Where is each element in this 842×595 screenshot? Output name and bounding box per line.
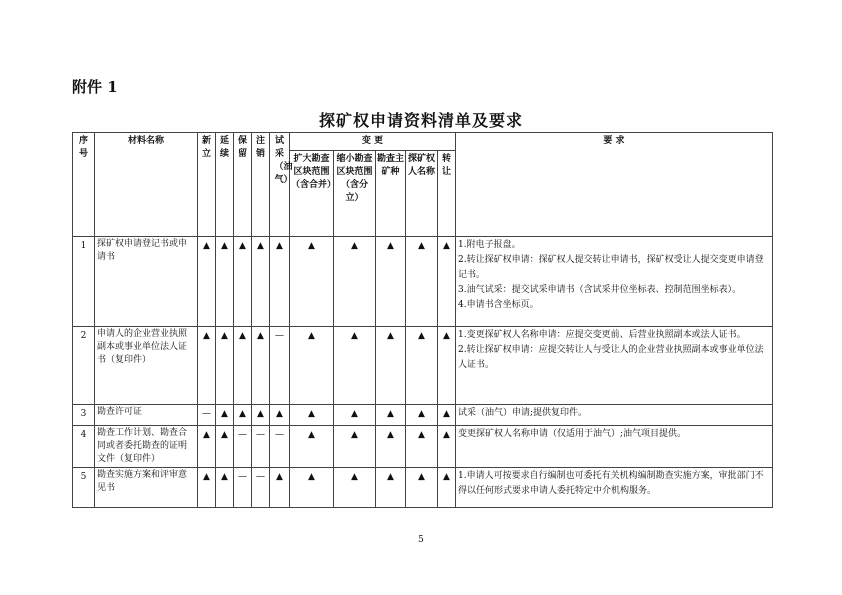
header-requirements: 要 求 bbox=[456, 133, 773, 237]
table-row bbox=[73, 426, 773, 468]
header-row-top bbox=[73, 133, 773, 151]
mark-cell: ▲ bbox=[270, 237, 290, 327]
row-index: 2 bbox=[73, 327, 95, 405]
row-requirements bbox=[456, 468, 773, 508]
row-index: 3 bbox=[73, 405, 95, 426]
mark-cell: ▲ bbox=[406, 426, 438, 468]
document-title: 探矿权申请资料清单及要求 bbox=[318, 111, 523, 130]
mark-cell: ▲ bbox=[216, 237, 234, 327]
header-extend: 延续 bbox=[216, 133, 234, 237]
row-material-name: 探矿权申请登记书或申请书 bbox=[95, 237, 198, 327]
requirement-line: 1.变更探矿权人名称申请：应提交变更前、后营业执照副本或法人证书。 bbox=[458, 330, 746, 340]
mark-cell: ▲ bbox=[216, 405, 234, 426]
requirement-line: 2.转让探矿权申请：探矿权人提交转让申请书，探矿权受让人提交变更申请登记书。 bbox=[458, 255, 764, 280]
mark-cell: — bbox=[252, 468, 270, 508]
header-main-mineral: 勘查主矿种 bbox=[376, 151, 406, 237]
row-material-name: 勘查许可证 bbox=[95, 405, 198, 426]
requirement-line: 试采（油气）申请;提供复印件。 bbox=[458, 408, 588, 418]
page-number: 5 bbox=[418, 535, 424, 545]
mark-cell: ▲ bbox=[234, 237, 252, 327]
mark-cell: — bbox=[252, 426, 270, 468]
mark-cell: ▲ bbox=[252, 237, 270, 327]
mark-cell: ▲ bbox=[376, 405, 406, 426]
requirement-line: 2.转让探矿权申请：应提交转让人与受让人的企业营业执照副本或事业单位法人证书。 bbox=[458, 345, 764, 370]
mark-cell: ▲ bbox=[376, 468, 406, 508]
table-row bbox=[73, 405, 773, 426]
requirements-table bbox=[72, 132, 773, 508]
mark-cell: ▲ bbox=[376, 327, 406, 405]
mark-cell: ▲ bbox=[334, 327, 376, 405]
mark-cell: ▲ bbox=[234, 405, 252, 426]
mark-cell: ▲ bbox=[198, 426, 216, 468]
header-transfer: 转让 bbox=[438, 151, 456, 237]
mark-cell: ▲ bbox=[406, 405, 438, 426]
table-row bbox=[73, 468, 773, 508]
mark-cell: ▲ bbox=[290, 405, 334, 426]
header-retain: 保留 bbox=[234, 133, 252, 237]
row-material-name: 申请人的企业营业执照副本或事业单位法人证书（复印件） bbox=[95, 327, 198, 405]
row-index: 1 bbox=[73, 237, 95, 327]
mark-cell: ▲ bbox=[376, 426, 406, 468]
header-change: 变 更 bbox=[290, 133, 456, 151]
row-material-name: 勘查工作计划、勘查合同或者委托勘查的证明文件（复印件） bbox=[95, 426, 198, 468]
table-row bbox=[73, 237, 773, 327]
mark-cell: ▲ bbox=[290, 426, 334, 468]
mark-cell: ▲ bbox=[270, 468, 290, 508]
row-requirements bbox=[456, 237, 773, 327]
header-expand-area: 扩大勘查区块范围（含合并） bbox=[290, 151, 334, 237]
mark-cell: — bbox=[270, 327, 290, 405]
mark-cell: — bbox=[234, 468, 252, 508]
row-requirements bbox=[456, 405, 773, 426]
header-new: 新立 bbox=[198, 133, 216, 237]
mark-cell: — bbox=[198, 405, 216, 426]
mark-cell: ▲ bbox=[334, 237, 376, 327]
mark-cell: ▲ bbox=[234, 327, 252, 405]
row-index: 4 bbox=[73, 426, 95, 468]
requirement-line: 1.附电子报盘。 bbox=[458, 240, 521, 250]
mark-cell: ▲ bbox=[216, 327, 234, 405]
mark-cell: ▲ bbox=[334, 405, 376, 426]
mark-cell: ▲ bbox=[290, 327, 334, 405]
mark-cell: ▲ bbox=[438, 405, 456, 426]
header-trial: 试采（油气） bbox=[270, 133, 290, 237]
header-material: 材料名称 bbox=[95, 133, 198, 237]
mark-cell: ▲ bbox=[406, 237, 438, 327]
header-cancel: 注销 bbox=[252, 133, 270, 237]
mark-cell: ▲ bbox=[438, 468, 456, 508]
mark-cell: — bbox=[234, 426, 252, 468]
table-row bbox=[73, 327, 773, 405]
requirement-line: 1.申请人可按要求自行编制也可委托有关机构编制勘查实施方案，审批部门不得以任何形式要求申请人委托特定中介机构服务。 bbox=[458, 471, 764, 496]
header-holder-name: 探矿权人名称 bbox=[406, 151, 438, 237]
header-seq: 序号 bbox=[73, 133, 95, 237]
row-requirements bbox=[456, 426, 773, 468]
mark-cell: ▲ bbox=[334, 468, 376, 508]
requirement-line: 4.申请书含坐标页。 bbox=[458, 300, 539, 310]
row-requirements bbox=[456, 327, 773, 405]
mark-cell: ▲ bbox=[216, 468, 234, 508]
mark-cell: ▲ bbox=[406, 468, 438, 508]
row-index: 5 bbox=[73, 468, 95, 508]
mark-cell: ▲ bbox=[438, 426, 456, 468]
mark-cell: ▲ bbox=[198, 237, 216, 327]
attachment-label: 附件 1 bbox=[72, 78, 118, 96]
mark-cell: ▲ bbox=[216, 426, 234, 468]
row-material-name: 勘查实施方案和评审意见书 bbox=[95, 468, 198, 508]
mark-cell: — bbox=[270, 426, 290, 468]
header-shrink-area: 缩小勘查区块范围（含分立） bbox=[334, 151, 376, 237]
mark-cell: ▲ bbox=[406, 327, 438, 405]
mark-cell: ▲ bbox=[334, 426, 376, 468]
requirement-line: 变更探矿权人名称申请（仅适用于油气）;油气项目提供。 bbox=[458, 429, 687, 439]
requirement-line: 3.油气试采：提交试采申请书（含试采井位坐标表、控制范围坐标表）。 bbox=[458, 285, 742, 295]
mark-cell: ▲ bbox=[198, 327, 216, 405]
mark-cell: ▲ bbox=[270, 405, 290, 426]
mark-cell: ▲ bbox=[290, 468, 334, 508]
mark-cell: ▲ bbox=[252, 327, 270, 405]
mark-cell: ▲ bbox=[290, 237, 334, 327]
mark-cell: ▲ bbox=[376, 237, 406, 327]
mark-cell: ▲ bbox=[438, 237, 456, 327]
mark-cell: ▲ bbox=[252, 405, 270, 426]
mark-cell: ▲ bbox=[198, 468, 216, 508]
mark-cell: ▲ bbox=[438, 327, 456, 405]
